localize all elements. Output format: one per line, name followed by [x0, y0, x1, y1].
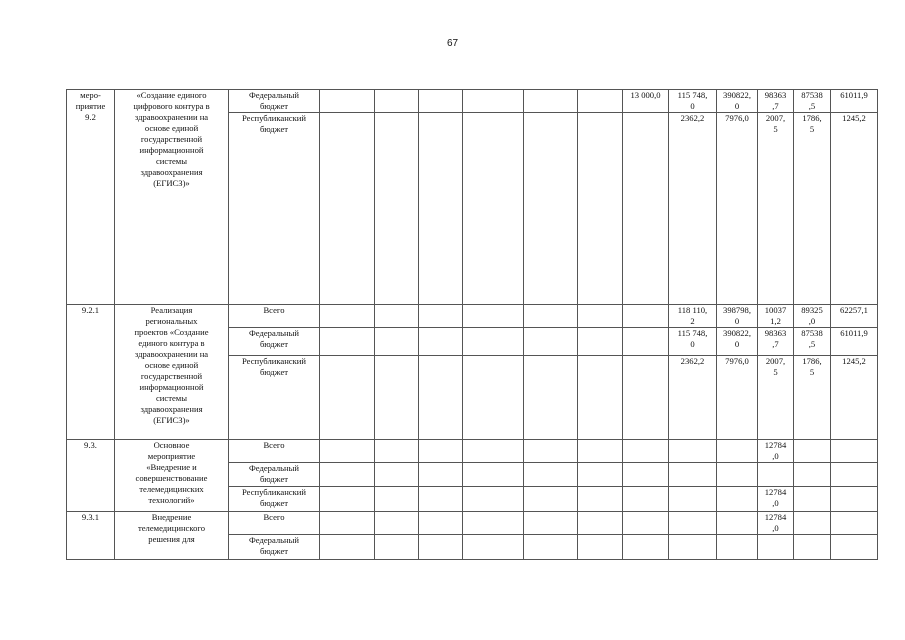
- value-cell: 1786, 5: [794, 113, 831, 305]
- funding-source-cell: Федеральный бюджет: [229, 90, 320, 113]
- empty-cell: [320, 487, 375, 512]
- row-name-cell: Основное мероприятие «Внедрение и совершенствование телемедицинских технологий»: [115, 440, 229, 512]
- value-cell: 2362,2: [669, 113, 717, 305]
- value-cell: 12784 ,0: [758, 512, 794, 535]
- empty-cell: [375, 305, 419, 328]
- value-cell: [669, 440, 717, 463]
- value-cell: [794, 487, 831, 512]
- value-cell: [717, 487, 758, 512]
- empty-cell: [320, 328, 375, 356]
- value-cell: 1245,2: [831, 356, 878, 440]
- empty-cell: [524, 463, 578, 487]
- empty-cell: [419, 440, 463, 463]
- value-cell: 89325 ,0: [794, 305, 831, 328]
- empty-cell: [375, 487, 419, 512]
- funding-source-cell: Республиканский бюджет: [229, 487, 320, 512]
- value-cell: [623, 512, 669, 535]
- value-cell: 87538 ,5: [794, 328, 831, 356]
- empty-cell: [578, 90, 623, 113]
- value-cell: 87538 ,5: [794, 90, 831, 113]
- budget-table: [66, 89, 878, 560]
- value-cell: 2007, 5: [758, 113, 794, 305]
- value-cell: 115 748, 0: [669, 328, 717, 356]
- empty-cell: [320, 90, 375, 113]
- row-name-cell: Реализация региональных проектов «Создание единого контура в здравоохранении на основе единой государственной информационной системы здравоохранения (ЕГИСЗ)»: [115, 305, 229, 440]
- value-cell: [794, 463, 831, 487]
- table-row: [67, 90, 878, 113]
- empty-cell: [463, 328, 524, 356]
- value-cell: [794, 512, 831, 535]
- empty-cell: [320, 440, 375, 463]
- value-cell: [623, 487, 669, 512]
- value-cell: [831, 535, 878, 560]
- empty-cell: [463, 305, 524, 328]
- empty-cell: [578, 356, 623, 440]
- value-cell: 12784 ,0: [758, 487, 794, 512]
- empty-cell: [524, 440, 578, 463]
- empty-cell: [524, 512, 578, 535]
- value-cell: [669, 487, 717, 512]
- empty-cell: [320, 535, 375, 560]
- empty-cell: [419, 463, 463, 487]
- value-cell: 7976,0: [717, 356, 758, 440]
- empty-cell: [419, 356, 463, 440]
- empty-cell: [463, 356, 524, 440]
- empty-cell: [419, 512, 463, 535]
- empty-cell: [524, 113, 578, 305]
- empty-cell: [419, 487, 463, 512]
- empty-cell: [463, 487, 524, 512]
- empty-cell: [578, 328, 623, 356]
- empty-cell: [375, 90, 419, 113]
- empty-cell: [419, 90, 463, 113]
- table-row: [67, 305, 878, 328]
- row-id-cell: 9.3.1: [67, 512, 115, 560]
- value-cell: [669, 463, 717, 487]
- value-cell: [623, 305, 669, 328]
- empty-cell: [419, 535, 463, 560]
- empty-cell: [320, 356, 375, 440]
- value-cell: 98363 ,7: [758, 90, 794, 113]
- value-cell: [758, 463, 794, 487]
- empty-cell: [375, 356, 419, 440]
- empty-cell: [524, 305, 578, 328]
- funding-source-cell: Всего: [229, 440, 320, 463]
- value-cell: 12784 ,0: [758, 440, 794, 463]
- funding-source-cell: Федеральный бюджет: [229, 535, 320, 560]
- funding-source-cell: Республиканский бюджет: [229, 113, 320, 305]
- value-cell: 61011,9: [831, 90, 878, 113]
- empty-cell: [375, 328, 419, 356]
- empty-cell: [578, 463, 623, 487]
- row-id-cell: 9.3.: [67, 440, 115, 512]
- empty-cell: [524, 90, 578, 113]
- value-cell: [831, 512, 878, 535]
- value-cell: [623, 535, 669, 560]
- empty-cell: [375, 512, 419, 535]
- row-id-cell: меро- приятие 9.2: [67, 90, 115, 305]
- value-cell: [717, 463, 758, 487]
- funding-source-cell: Всего: [229, 512, 320, 535]
- empty-cell: [524, 328, 578, 356]
- page-number: 67: [446, 38, 459, 49]
- value-cell: 1786, 5: [794, 356, 831, 440]
- empty-cell: [578, 535, 623, 560]
- value-cell: [669, 512, 717, 535]
- value-cell: 390822, 0: [717, 90, 758, 113]
- value-cell: 1245,2: [831, 113, 878, 305]
- value-cell: 62257,1: [831, 305, 878, 328]
- value-cell: [623, 356, 669, 440]
- value-cell: 10037 1,2: [758, 305, 794, 328]
- value-cell: 398798, 0: [717, 305, 758, 328]
- empty-cell: [320, 512, 375, 535]
- empty-cell: [375, 535, 419, 560]
- value-cell: [717, 535, 758, 560]
- value-cell: 98363 ,7: [758, 328, 794, 356]
- empty-cell: [320, 463, 375, 487]
- value-cell: [758, 535, 794, 560]
- value-cell: 2007, 5: [758, 356, 794, 440]
- empty-cell: [320, 113, 375, 305]
- empty-cell: [375, 463, 419, 487]
- empty-cell: [524, 535, 578, 560]
- value-cell: 390822, 0: [717, 328, 758, 356]
- funding-source-cell: Федеральный бюджет: [229, 463, 320, 487]
- empty-cell: [419, 305, 463, 328]
- value-cell: [669, 535, 717, 560]
- value-cell: 7976,0: [717, 113, 758, 305]
- table-row: [67, 440, 878, 463]
- empty-cell: [463, 535, 524, 560]
- value-cell: 61011,9: [831, 328, 878, 356]
- value-cell: [831, 487, 878, 512]
- empty-cell: [320, 305, 375, 328]
- value-cell: [794, 440, 831, 463]
- value-cell: 118 110, 2: [669, 305, 717, 328]
- empty-cell: [375, 113, 419, 305]
- empty-cell: [578, 487, 623, 512]
- empty-cell: [375, 440, 419, 463]
- empty-cell: [578, 440, 623, 463]
- empty-cell: [578, 305, 623, 328]
- value-cell: [831, 463, 878, 487]
- value-cell: [623, 440, 669, 463]
- value-cell: [623, 463, 669, 487]
- funding-source-cell: Федеральный бюджет: [229, 328, 320, 356]
- funding-source-cell: Всего: [229, 305, 320, 328]
- empty-cell: [463, 113, 524, 305]
- empty-cell: [419, 328, 463, 356]
- value-cell: 2362,2: [669, 356, 717, 440]
- value-cell: 13 000,0: [623, 90, 669, 113]
- empty-cell: [578, 113, 623, 305]
- value-cell: 115 748, 0: [669, 90, 717, 113]
- funding-source-cell: Республиканский бюджет: [229, 356, 320, 440]
- value-cell: [717, 512, 758, 535]
- empty-cell: [463, 90, 524, 113]
- empty-cell: [524, 356, 578, 440]
- row-name-cell: Внедрение телемедицинского решения для: [115, 512, 229, 560]
- empty-cell: [578, 512, 623, 535]
- row-name-cell: «Создание единого цифрового контура в здравоохранении на основе единой государственной информационной системы здравоохранения (ЕГИСЗ)»: [115, 90, 229, 305]
- value-cell: [831, 440, 878, 463]
- empty-cell: [524, 487, 578, 512]
- value-cell: [623, 328, 669, 356]
- row-id-cell: 9.2.1: [67, 305, 115, 440]
- value-cell: [794, 535, 831, 560]
- value-cell: [623, 113, 669, 305]
- empty-cell: [463, 463, 524, 487]
- empty-cell: [463, 440, 524, 463]
- empty-cell: [463, 512, 524, 535]
- value-cell: [717, 440, 758, 463]
- empty-cell: [419, 113, 463, 305]
- table-row: [67, 512, 878, 535]
